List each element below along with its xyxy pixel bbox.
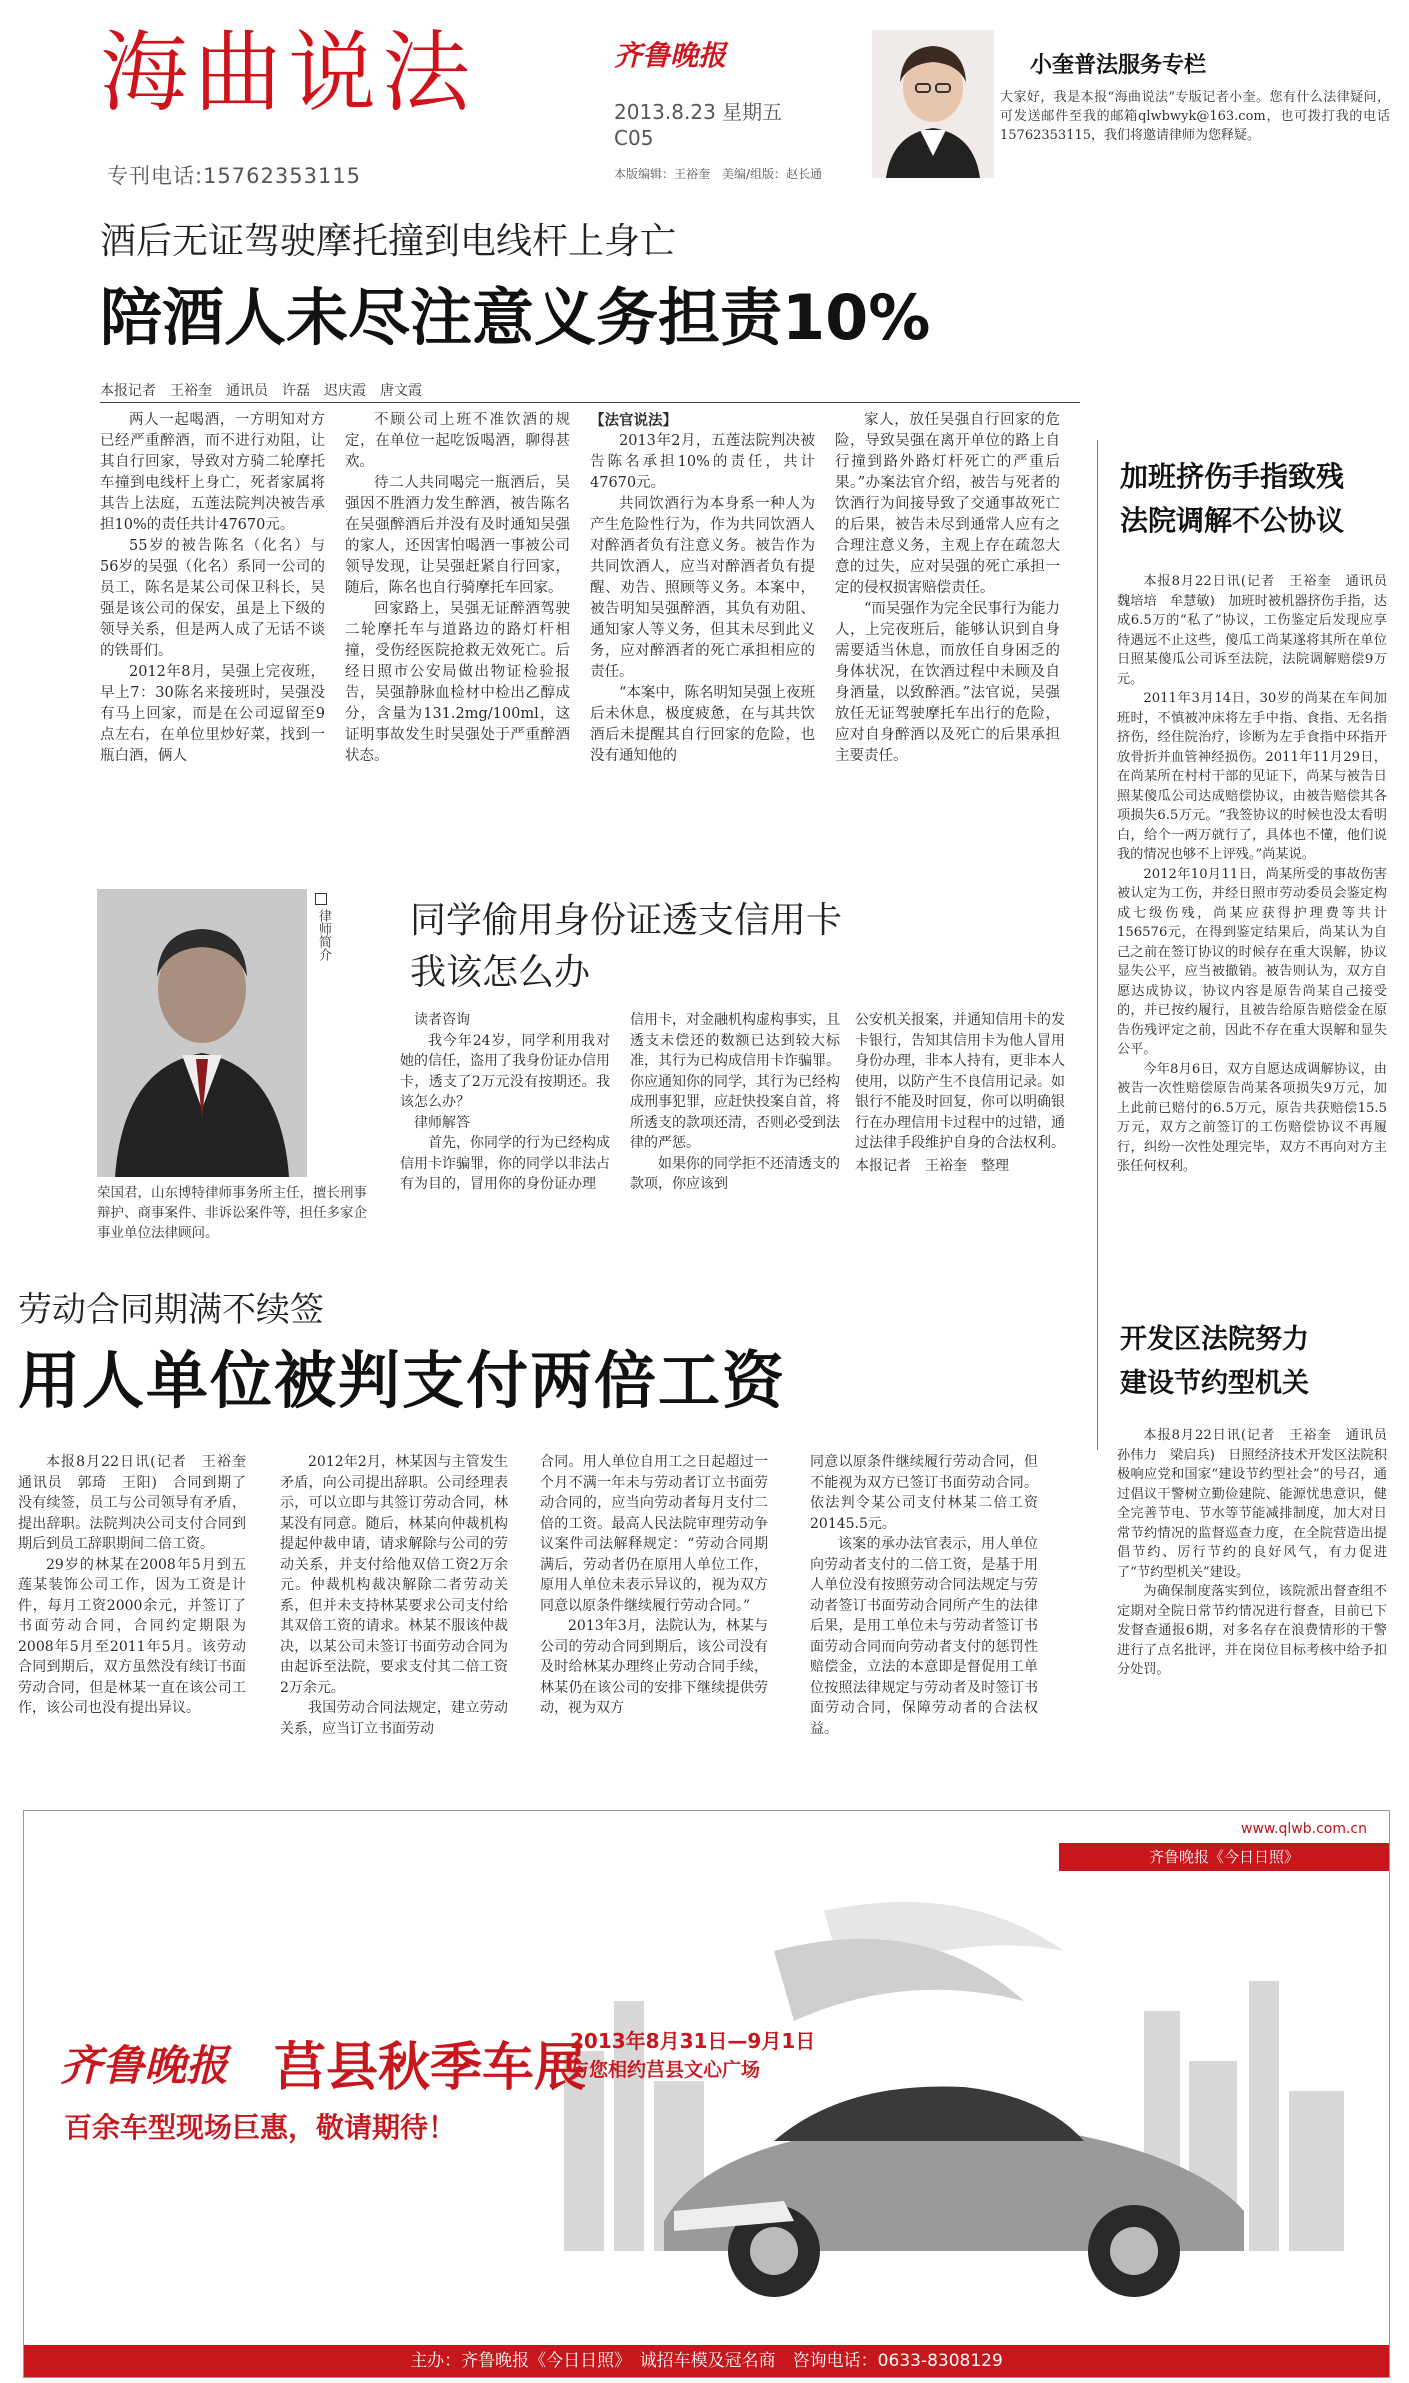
ad-bar-label: 齐鲁晚报《今日日照》 <box>1148 1848 1299 1866</box>
byline: 本报记者 王裕奎 整理 <box>855 1157 1009 1174</box>
section-label: 【法官说法】 <box>590 412 677 429</box>
lawyer-label-text: 律师简介 <box>316 909 331 961</box>
paragraph: 29岁的林某在2008年5月到五莲某装饰公司工作，因为工资是计件，每月工资2000余元，并签订了书面劳动合同，合同约定期限为2008年5月至2011年5月。该劳动合同到期后，双方虽然没有续订书面劳动合同，但是林某一直在该公司工作，该公司也没有提出异议。 <box>18 1556 246 1716</box>
sidebar1-title-line: 法院调解不公协议 <box>1120 504 1345 537</box>
ad-title: 莒县秋季车展 <box>274 2038 587 2098</box>
masthead <box>0 0 1409 200</box>
article1-headline: 陪酒人未尽注意义务担责10% <box>100 281 931 354</box>
article2-column-2 <box>630 1010 840 1195</box>
paragraph: 信用卡，对金融机构虚构事实，且透支未偿还的数额已达到较大标准，其行为已构成信用卡诈骗罪。你应通知你的同学，其行为已经构成刑事犯罪，应赶快投案自首，将所透支的款项还清，否则必受到法律的严惩。 <box>630 1012 840 1151</box>
car-show-advertisement <box>23 1810 1390 2378</box>
checkbox-icon <box>315 893 327 905</box>
paragraph: 待二人共同喝完一瓶酒后，吴强因不胜酒力发生醉酒，被告陈名在吴强醉酒后并没有及时通知吴强的家人，还因害怕喝酒一事被公司领导发现，让吴强赶紧自行回家，随后，陈名也自行骑摩托车回家。 <box>345 475 570 596</box>
paragraph: 为确保制度落实到位，该院派出督查组不定期对全院日常节约情况进行督查，目前已下发督查通报6期，对多名存在浪费情形的干警进行了点名批评，并在岗位目标考核中给予扣分处罚。 <box>1117 1584 1387 1677</box>
page-number: C05 <box>614 126 654 150</box>
lawyer-photo <box>97 889 307 1177</box>
ad-website: www.qlwb.com.cn <box>1241 1821 1367 1837</box>
ad-logo: 齐鲁晚报 <box>60 2041 229 2090</box>
article3-column-1 <box>18 1452 260 1719</box>
newspaper-logo: 齐鲁晚报 <box>614 39 727 72</box>
paragraph: 2013年3月，法院认为，林某与公司的劳动合同到期后，该公司没有及时给林某办理终止劳动合同手续，林某仍在该公司的安排下继续提供劳动，视为双方 <box>540 1618 768 1716</box>
column-box-title: 小奎普法服务专栏 <box>1030 53 1207 78</box>
paragraph: 首先，你同学的行为已经构成信用卡诈骗罪，你的同学以非法占有为目的，冒用你的身份证办理 <box>400 1135 610 1192</box>
column-box-text: 大家好，我是本报“海曲说法”专版记者小奎。您有什么法律疑问，可发送邮件至我的邮箱qlwbwyk@163.com，也可拨打我的电话15762353115，我们将邀请律师为您释疑。 <box>1000 90 1390 143</box>
paragraph: 不顾公司上班不准饮酒的规定，在单位一起吃饭喝酒，聊得甚欢。 <box>345 412 570 470</box>
ad-date: 2013年8月31日—9月1日 <box>570 2029 816 2053</box>
paragraph: 本报8月22日讯(记者 王裕奎 通讯员 孙伟力 梁启兵) 日照经济技术开发区法院积极响应党和国家“建设节约型社会”的号召，通过倡议干警树立勤俭建院、能源忧患意识，健全完善节电、节水等节能减排制度，加大对日常节约情况的监督巡查力度，在全院营造出提倡节约、厉行节约的良好风气，有力促进了“节约型机关”建设。 <box>1117 1428 1401 1580</box>
article1-column-1 <box>100 410 325 767</box>
article3-column-3 <box>540 1452 768 1719</box>
paragraph: “本案中，陈名明知吴强上夜班后未休息，极度疲惫，在与其共饮酒后未提醒其自行回家的危险，也没有通知他的 <box>590 685 815 764</box>
article1-byline: 本报记者 王裕奎 通讯员 许磊 迟庆霞 唐文霞 <box>100 383 422 399</box>
article3-column-4 <box>810 1452 1038 1739</box>
paragraph: 回家路上，吴强无证醉酒驾驶二轮摩托车与道路边的路灯杆相撞，受伤经医院抢救无效死亡。后经日照市公安局做出物证检验报告，吴强静脉血检材中检出乙醇成分，含量为131.2mg/100ml，这证明事故发生时吴强处于严重醉酒状态。 <box>345 601 570 764</box>
article2-column-1 <box>400 1010 610 1195</box>
paragraph: 家人，放任吴强自行回家的危险，导致吴强在离开单位的路上自行撞到路外路灯杆死亡的严重后果。”办案法官介绍，被告与死者的饮酒行为间接导致了交通事故死亡的后果，被告未尽到通常人应有之合理注意义务，主观上存在疏忽大意的过失，应对吴强的死亡承担一定的侵权损害赔偿责任。 <box>835 412 1060 596</box>
sidebar2-body <box>1117 1426 1401 1680</box>
paragraph: 今年8月6日，双方自愿达成调解协议，由被告一次性赔偿原告尚某各项损失9万元，加上此前已赔付的6.5万元，原告共获赔偿15.5万元，双方之前签订的工伤赔偿协议不再履行，纠纷一次性处理完毕，双方不再向对方主张任何权利。 <box>1117 1061 1387 1174</box>
sidebar2-title <box>1120 1318 1309 1406</box>
article1-kicker: 酒后无证驾驶摩托撞到电线杆上身亡 <box>100 221 677 262</box>
paragraph: 2011年3月14日，30岁的尚某在车间加班时，不慎被冲床将左手中指、食指、无名指挤伤，经住院治疗，诊断为左手食指中环指开放骨折并血管神经损伤。2011年11月29日，在尚某所在村村干部的见证下，尚某与被告日照某傻瓜公司达成赔偿协议，由被告赔偿其各项损失6.5万元。“我签协议的时候也没太看明白，给个一两万就行了，具体也不懂，他们说我的情况也够不上评残。”尚某说。 <box>1117 691 1387 862</box>
paragraph: 如果你的同学拒不还清透支的款项，你应该到 <box>630 1155 840 1192</box>
paragraph: 我今年24岁，同学利用我对她的信任，盗用了我身份证办信用卡，透支了2万元没有按期还。我该怎么办？ <box>400 1032 610 1110</box>
paragraph: 2012年2月，林某因与主管发生矛盾，向公司提出辞职。公司经理表示，可以立即与其签订劳动合同，林某没有同意。随后，林某向仲裁机构提起仲裁申请，请求解除与公司的劳动关系，并支付给他双倍工资2万余元。仲裁机构裁决解除二者劳动关系，但并未支持林某要求公司支付给其双倍工资的请求。林某不服该仲裁决，以某公司未签订书面劳动合同为由起诉至法院，要求支付其二倍工资2万余元。 <box>280 1454 508 1696</box>
lawyer-label <box>315 893 335 966</box>
ad-venue: 与您相约莒县文心广场 <box>570 2059 761 2081</box>
paragraph: 2012年10月11日，尚某所受的事故伤害被认定为工伤，并经日照市劳动委员会鉴定构成七级伤残，尚某应获得护理费等共计156576元，在得到鉴定结果后，尚某认为自己之前在签订协议的时候存在重大误解，协议显失公平，应当被撤销。被告则认为，双方自愿达成协议，协议内容是原告尚某自己接受的，并已按约履行，且被告给原告赔偿金在原告伤残评定之前，因此不存在重大误解和显失公平。 <box>1117 866 1387 1057</box>
divider <box>1097 440 1098 1450</box>
article1-column-4 <box>835 410 1060 767</box>
article3-headline: 用人单位被判支付两倍工资 <box>18 1344 787 1417</box>
paragraph: 本报8月22日讯(记者 王裕奎 通讯员 魏培培 牟慧敏) 加班时被机器挤伤手指，达成6.5万的“私了”协议，工伤鉴定后发现应享待遇远不止这些，傻瓜工尚某遂将其所在单位日照某傻瓜公司诉至法院，法院调解赔偿9万元。 <box>1117 574 1401 687</box>
sidebar2-title-line: 建设节约型机关 <box>1120 1368 1309 1399</box>
paragraph: 本报8月22日讯(记者 王裕奎 通讯员 郭琦 王阳) 合同到期了没有续签，员工与公司领导有矛盾，提出辞职。法院判决公司支付合同到期后到员工辞职期间二倍工资。 <box>18 1454 260 1552</box>
paragraph: “而吴强作为完全民事行为能力人，上完夜班后，能够认识到自身需要适当休息，而放任自身困乏的身体状况，在饮酒过程中未顾及自身酒量，以致醉酒。”法官说，吴强放任无证驾驶摩托车出行的危险，应对自身醉酒以及死亡的后果承担主要责任。 <box>835 601 1060 764</box>
divider <box>100 402 1080 403</box>
ad-top-bar <box>1059 1843 1389 1871</box>
article3-kicker: 劳动合同期满不续签 <box>18 1290 324 1330</box>
hotline: 专刊电话:15762353115 <box>107 164 362 188</box>
ad-footer-text: 主办：齐鲁晚报《今日日照》 诚招车模及冠名商 咨询电话：0633-8308129 <box>410 2351 1003 2371</box>
paragraph: 同意以原条件继续履行劳动合同，但不能视为双方已签订书面劳动合同。依法判令某公司支付林某二倍工资20145.5元。 <box>810 1454 1038 1532</box>
paragraph: 公安机关报案，并通知信用卡的发卡银行，告知其信用卡为他人冒用身份办理，非本人持有，更非本人使用，以防产生不良信用记录。如银行不能及时回复，你可以明确银行在办理信用卡过程中的过错，通过法律手段维护自身的合法权利。 <box>855 1012 1065 1151</box>
paragraph: 合同。用人单位自用工之日起超过一个月不满一年未与劳动者订立书面劳动合同的，应当向劳动者每月支付二倍的工资。最高人民法院审理劳动争议案件司法解释规定：“劳动合同期满后，劳动者仍在原用人单位工作，原用人单位未表示异议的，视为双方同意以原条件继续履行劳动合同。” <box>540 1454 768 1614</box>
article1-column-2 <box>345 410 570 767</box>
sidebar1-title <box>1120 455 1344 543</box>
article2-headline-line: 同学偷用身份证透支信用卡 <box>410 900 843 941</box>
city-skyline-graphic <box>544 1891 1364 2311</box>
paragraph: 我国劳动合同法规定，建立劳动关系，应当订立书面劳动 <box>280 1700 508 1737</box>
question-label: 读者咨询 <box>414 1012 470 1028</box>
answer-label: 律师解答 <box>414 1114 470 1131</box>
ad-slogan: 百余车型现场巨惠，敬请期待！ <box>64 2111 457 2144</box>
paragraph: 共同饮酒行为本身系一种人为产生危险性行为，作为共同饮酒人对醉酒者负有注意义务。被告作为共同饮酒人，应当对醉酒者负有提醒、劝告、照顾等义务。本案中，被告明知吴强醉酒，其负有劝阻、通知家人等义务，但其未尽到此义务，应对醉酒者的死亡承担相应的责任。 <box>590 496 815 680</box>
article2-headline <box>410 895 842 999</box>
paragraph: 2013年2月，五莲法院判决被告陈名承担10%的责任，共计47670元。 <box>590 433 815 491</box>
article2-headline-line: 我该怎么办 <box>410 952 591 993</box>
editors: 本版编辑：王裕奎 美编/组版：赵长通 <box>614 167 823 181</box>
paragraph: 该案的承办法官表示，用人单位向劳动者支付的二倍工资，是基于用人单位没有按照劳动合同法规定与劳动者签订书面劳动合同所产生的法律后果，是用工单位未与劳动者签订书面劳动合同而向劳动者支付的惩罚性赔偿金，立法的本意即是督促用工单位按照法律规定与劳动者及时签订书面劳动合同，保障劳动者的合法权益。 <box>810 1536 1038 1737</box>
paragraph: 55岁的被告陈名（化名）与56岁的吴强（化名）系同一公司的员工，陈名是某公司保卫科长，吴强是该公司的保安，虽是上下级的领导关系，但是两人成了无话不谈的铁哥们。 <box>100 538 325 659</box>
article2-column-3 <box>855 1010 1065 1176</box>
article3-column-2 <box>280 1452 508 1739</box>
ad-footer-bar <box>24 2345 1389 2377</box>
paragraph: 两人一起喝酒，一方明知对方已经严重醉酒，而不进行劝阻，让其自行回家，导致对方骑二轮摩托车撞到电线杆上身亡，死者家属将其告上法庭，五莲法院判决被告承担10%的责任共计47670元。 <box>100 412 325 533</box>
sidebar1-title-line: 加班挤伤手指致残 <box>1120 460 1345 493</box>
columnist-photo <box>872 30 994 178</box>
lawyer-bio: 荣国君，山东博特律师事务所主任，擅长刑事辩护、商事案件、非诉讼案件等，担任多家企事业单位法律顾问。 <box>97 1185 367 1241</box>
article1-column-3 <box>590 410 815 767</box>
sidebar2-title-line: 开发区法院努力 <box>1120 1324 1309 1355</box>
paragraph: 2012年8月，吴强上完夜班，早上7：30陈名来接班时，吴强没有马上回家，而是在公司逗留至9点左右，在单位里炒好菜，找到一瓶白酒，俩人 <box>100 664 325 764</box>
page-title: 海曲说法 <box>100 21 477 124</box>
issue-date: 2013.8.23 星期五 <box>614 100 783 124</box>
sidebar1-body <box>1117 572 1401 1177</box>
